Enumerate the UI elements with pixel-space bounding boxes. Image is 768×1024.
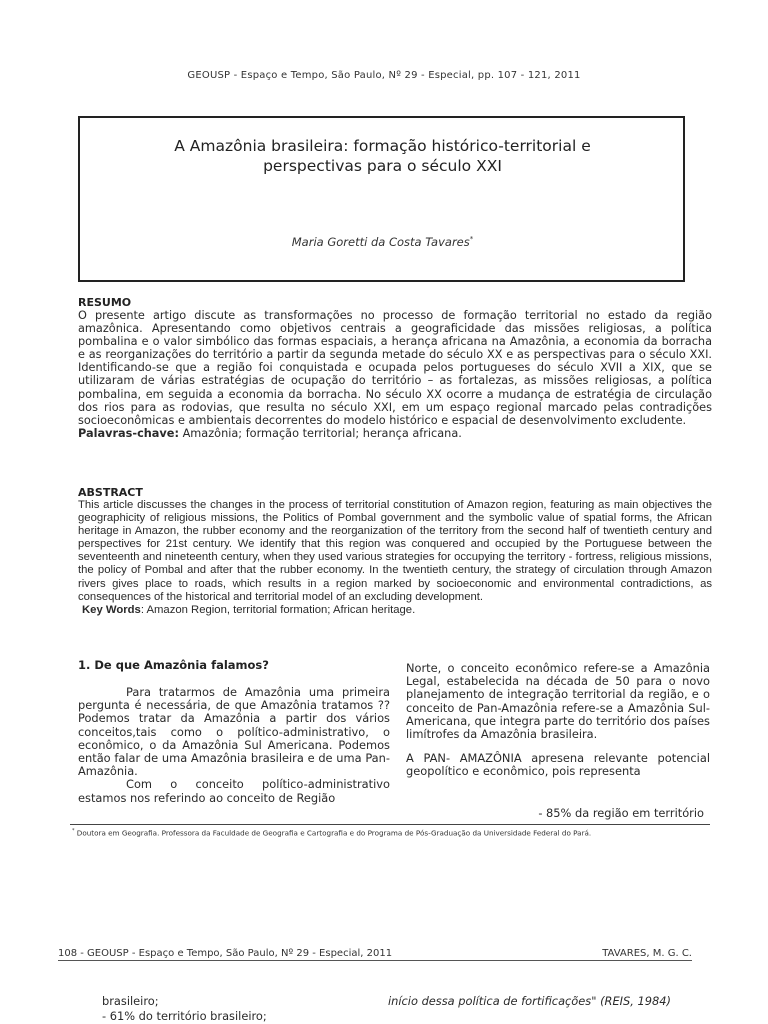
resumo-keywords (78, 427, 712, 440)
next-page-left-line-1: brasileiro; (102, 994, 159, 1008)
page-footer-left: 108 - GEOUSP - Espaço e Tempo, São Paulo, Nº 29 - Especial, 2011 (58, 948, 393, 959)
left-paragraph-1: Para tratarmos de Amazônia uma primeira pergunta é necessária, de que Amazônia tratamos ?? Podemos tratar da Amazônia a partir dos vários conceitos,tais como o político-administrativo, o econômico, o da Amazônia Sul Americana. Podemos então falar de uma Amazônia brasileira e de uma Pan-Amazônia. (78, 685, 390, 779)
resumo-keywords-label: Palavras-chave: (78, 426, 179, 440)
section-heading: 1. De que Amazônia falamos? (78, 658, 269, 672)
right-column (406, 662, 710, 779)
page-footer-right: TAVARES, M. G. C. (602, 948, 692, 959)
abstract-keywords-text: : Amazon Region, territorial formation; African heritage. (140, 603, 416, 616)
footnote-mark: * (72, 828, 75, 834)
abstract-text: This article discusses the changes in the process of territorial constitution of Amazon region, featuring as main objectives the geographicity of religious missions, the Politics of Pombal government and the symbolic value of spatial forms, the African heritage in Amazon, the rubber economy and the reorganization of the territory from the second half of twentieth century and perspectives for 21st century. We identify that this region was conquered and occupied by the Portuguese between the seventeenth and nineteenth century, when they used various strategies for occupying the territory - fortress, religious missions, the policy of Pombal and after that the rubber economy. In the twentieth century, the strategy of circulation through Amazon rivers gives place to roads, which results in a region marked by socioeconomic and environmental contradictions, as consequences of the historical and territorial model of an excluding development. (78, 499, 712, 603)
author-text: Maria Goretti da Costa Tavares (291, 235, 470, 249)
resumo-text: O presente artigo discute as transformações no processo de formação territorial no estado da região amazônica. Apresentando como objetivos centrais a geograficidade das missões religiosas, a política pombalina e o valor simbólico das formas espaciais, a herança africana na Amazônia, a economia da borracha e as reorganizações do território a partir da segunda metade do século XX e as perspectivas para o século XXI. Identificando-se que a região foi conquistada e ocupada pelos portugueses do século XVII a XIX, que se utilizaram de várias estratégias de ocupação do território – as fortalezas, as missões religiosas, a política pombalina, em seguida a economia da borracha. No século XX ocorre a mudança de estratégia de circulação dos rios para as rodovias, que resulta no século XXI, em um espaço regional marcado pelas contradições socioeconômicas e ambientais decorrentes do modelo histórico e espacial de desenvolvimento excludente. (78, 309, 712, 427)
right-paragraph-2: A PAN- AMAZÔNIA apresena relevante potencial geopolítico e econômico, pois representa (406, 751, 710, 779)
resumo-section (78, 296, 712, 440)
footnote (72, 828, 712, 837)
title-line-1: A Amazônia brasileira: formação histórico-territorial e (174, 137, 591, 155)
abstract-keywords-label: Key Words (82, 603, 141, 616)
abstract-section (78, 486, 712, 617)
right-list-item (406, 806, 710, 820)
resumo-heading: RESUMO (78, 296, 132, 309)
footnote-divider (70, 824, 710, 825)
running-head: GEOUSP - Espaço e Tempo, São Paulo, Nº 29 - Especial, pp. 107 - 121, 2011 (187, 70, 581, 81)
resumo-keywords-text: Amazônia; formação territorial; herança africana. (178, 426, 462, 440)
left-paragraph-2: Com o conceito político-administrativo estamos nos referindo ao conceito de Região (78, 777, 390, 805)
author-name (90, 235, 675, 249)
next-page-right-line-1: início dessa política de fortificações" (REIS, 1984) (388, 994, 671, 1008)
footnote-text: Doutora em Geografia. Professora da Faculdade de Geografia e Cartografia e do Programa de Pós-Graduação da Universidade Federal do Pará. (74, 828, 592, 838)
author-footnote-mark: * (469, 235, 474, 244)
article-title (90, 136, 675, 176)
title-line-2: perspectivas para o século XXI (263, 157, 502, 175)
list-item-text: - 85% da região em território (538, 806, 704, 820)
left-column (78, 686, 390, 805)
abstract-keywords (78, 604, 712, 617)
footer-divider (58, 960, 692, 961)
next-page-left-line-2: - 61% do território brasileiro; (102, 1009, 267, 1023)
right-paragraph-1: Norte, o conceito econômico refere-se a Amazônia Legal, estabelecida na década de 50 para o novo planejamento de integração territorial da região, e o conceito de Pan-Amazônia refere-se a Amazônia Sul-Americana, que integra parte do território dos países limítrofes da Amazônia brasileira. (406, 661, 710, 742)
abstract-heading: ABSTRACT (78, 486, 143, 499)
